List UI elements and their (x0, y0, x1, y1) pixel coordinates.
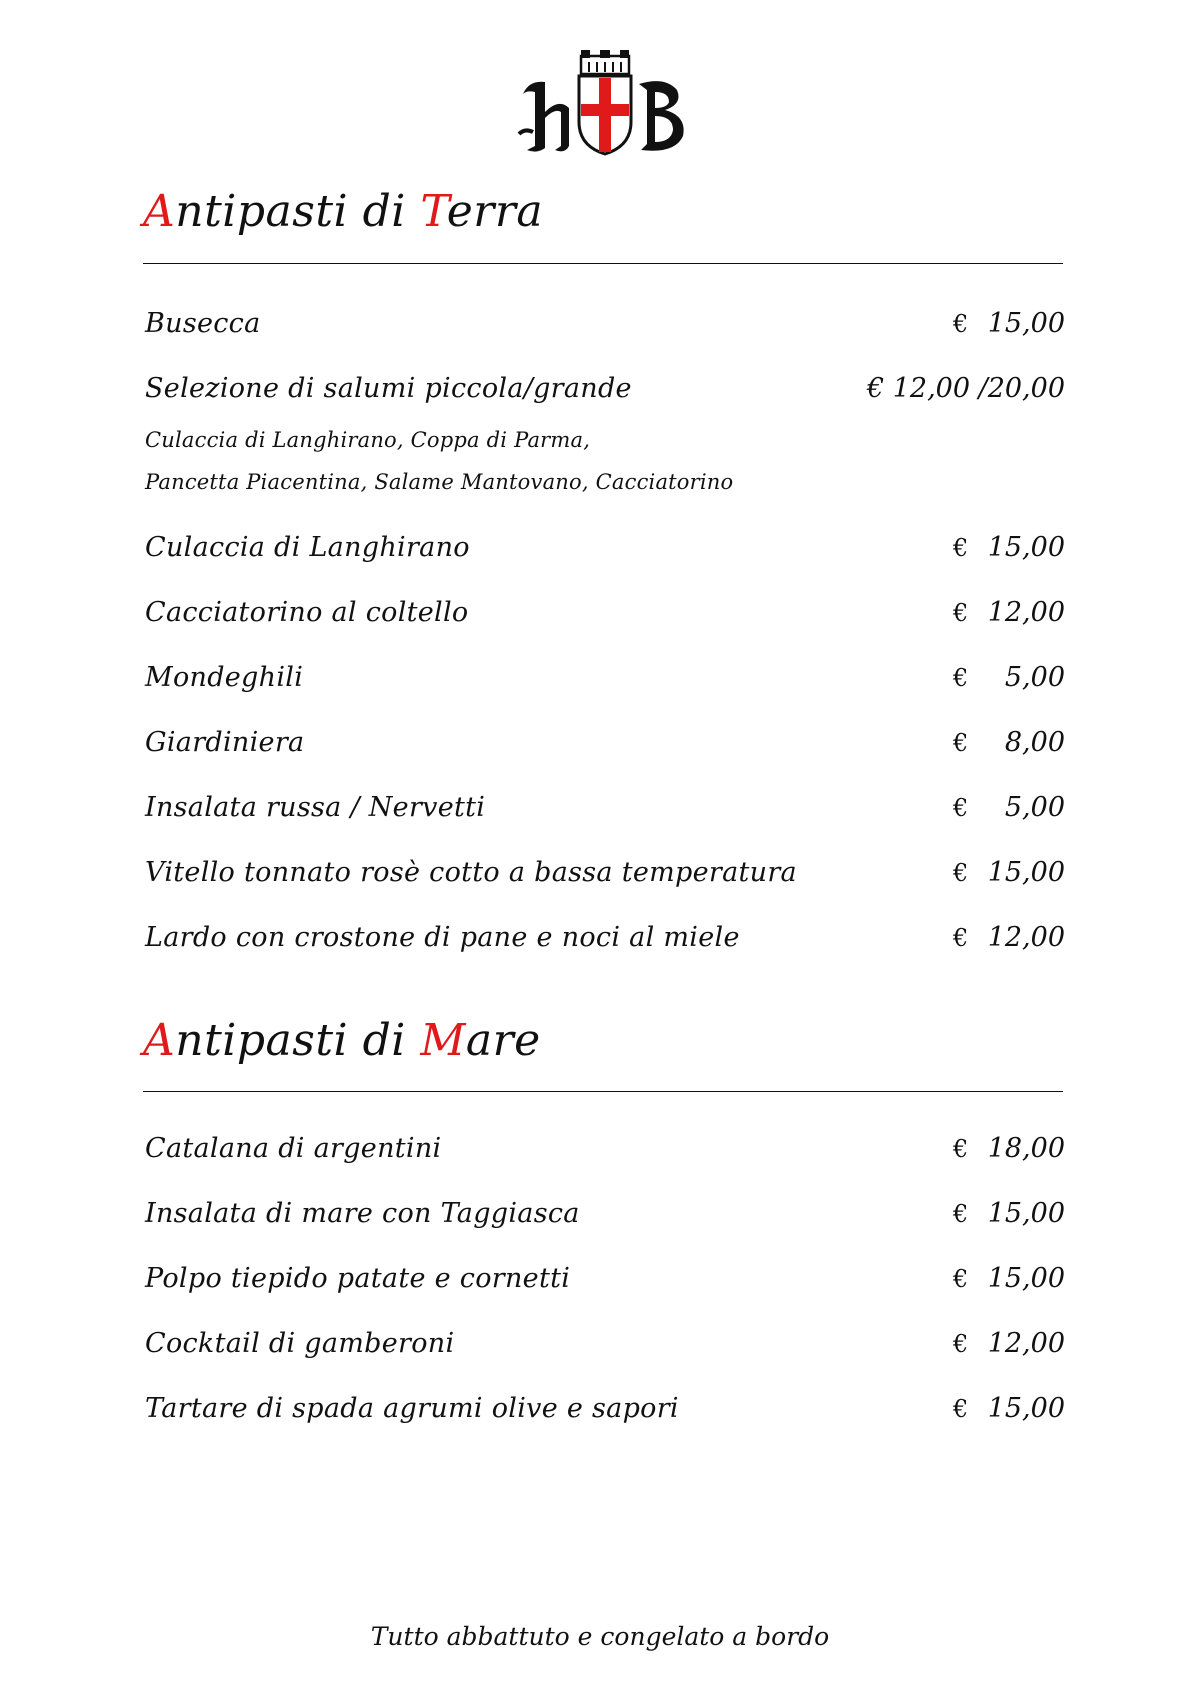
section-title-terra: Antipasti di Terra (143, 186, 544, 237)
item-name: Tartare di spada agrumi olive e sapori (145, 1393, 679, 1424)
currency-symbol: € (953, 599, 969, 627)
section-divider (143, 1091, 1063, 1092)
menu-item (145, 721, 1065, 765)
menu-item (145, 302, 1065, 346)
currency-symbol: € (953, 1135, 969, 1163)
currency-symbol: € (953, 1330, 969, 1358)
currency-symbol: € (953, 1395, 969, 1423)
item-price: 18,00 (987, 1133, 1065, 1164)
item-name: Catalana di argentini (145, 1133, 442, 1164)
letter-b-glyph (639, 81, 684, 151)
letter-h-glyph (519, 82, 569, 152)
menu-item (145, 656, 1065, 700)
item-name: Vitello tonnato rosè cotto a bassa temperatura (145, 857, 797, 888)
menu-item (145, 1257, 1065, 1301)
menu-item (145, 591, 1065, 635)
item-name: Mondeghili (145, 662, 304, 693)
crown-icon (581, 50, 629, 74)
currency-symbol: € (953, 924, 969, 952)
currency-symbol: € (953, 794, 969, 822)
menu-item (145, 367, 1065, 411)
item-price: 8,00 (1004, 727, 1065, 758)
item-price: 15,00 (987, 1263, 1065, 1294)
title-initial: A (143, 186, 176, 237)
item-name: Cocktail di gamberoni (145, 1328, 455, 1359)
currency-symbol: € (953, 729, 969, 757)
currency-symbol: € (953, 664, 969, 692)
item-price: 15,00 (987, 1198, 1065, 1229)
cross-shield-icon (579, 76, 631, 154)
item-name: Giardiniera (145, 727, 305, 758)
item-description: Culaccia di Langhirano, Coppa di Parma, (145, 428, 591, 452)
menu-item (145, 526, 1065, 570)
restaurant-logo (515, 50, 695, 160)
section-title-mare: Antipasti di Mare (143, 1015, 541, 1066)
item-price: 5,00 (1004, 662, 1065, 693)
menu-item (145, 916, 1065, 960)
currency-symbol: € (953, 859, 969, 887)
menu-item (145, 1192, 1065, 1236)
menu-item (145, 1322, 1065, 1366)
currency-symbol: € (953, 1265, 969, 1293)
item-price: 12,00 (987, 1328, 1065, 1359)
item-price: € 12,00 /20,00 (866, 373, 1065, 404)
title-initial: A (143, 1015, 176, 1066)
currency-symbol: € (953, 310, 969, 338)
item-price: 15,00 (987, 532, 1065, 563)
item-price: 15,00 (987, 1393, 1065, 1424)
section-divider (143, 263, 1063, 264)
menu-item (145, 786, 1065, 830)
item-name: Cacciatorino al coltello (145, 597, 469, 628)
item-name: Polpo tiepido patate e cornetti (145, 1263, 571, 1294)
currency-symbol: € (953, 1200, 969, 1228)
menu-item (145, 851, 1065, 895)
item-price: 12,00 (987, 597, 1065, 628)
item-price: 15,00 (987, 308, 1065, 339)
item-name: Insalata russa / Nervetti (145, 792, 486, 823)
item-price: 15,00 (987, 857, 1065, 888)
item-price: 5,00 (1004, 792, 1065, 823)
currency-symbol: € (953, 534, 969, 562)
item-name: Busecca (145, 308, 261, 339)
menu-item (145, 1127, 1065, 1171)
menu-item (145, 1387, 1065, 1431)
item-name: Insalata di mare con Taggiasca (145, 1198, 580, 1229)
title-initial: T (420, 186, 447, 237)
item-description: Pancetta Piacentina, Salame Mantovano, Cacciatorino (145, 470, 734, 494)
item-name: Culaccia di Langhirano (145, 532, 470, 563)
item-name: Lardo con crostone di pane e noci al miele (145, 922, 740, 953)
item-name: Selezione di salumi piccola/grande (145, 373, 632, 404)
item-price: 12,00 (987, 922, 1065, 953)
title-initial: M (420, 1015, 466, 1066)
footer-note: Tutto abbattuto e congelato a bordo (370, 1622, 830, 1651)
